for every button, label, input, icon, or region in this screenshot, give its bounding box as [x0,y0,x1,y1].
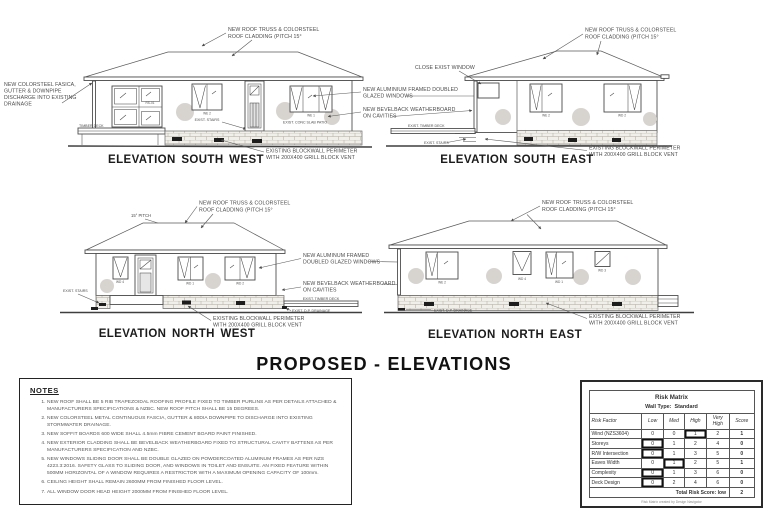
blockwall-note-line2: WITH 200X400 GRILL BLOCK VENT [589,320,678,327]
window-tag: WD 2 [236,281,244,286]
risk-matrix-table [589,390,755,498]
risk-matrix-panel [580,380,763,508]
note-item: 6. CEILING HEIGHT SHALL REMAIN 2600MM FROM FINISHED FLOOR LEVEL. [47,480,341,487]
window-tag: WD 1 [555,280,563,284]
blockwall-nw [163,296,284,309]
exist-dp-drainage-label: EXIST. D.P. DRAINAGE [434,308,473,313]
elevation-north-west [60,201,362,341]
note-item: 5. NEW WINDOWS SLIDING DOOR SHALL BE DOUBLE GLAZED ON POWDERCOATED ALUMINUM FRAMES AS PER NZS 4223.3:2016. SAFETY GLASS TO SLIDING DOOR, AND WINDOWS IN TOILET AND ENSUITE. AN FIXED FEATURE WITHIN 500MM HORIZONTAL OF A WINDOW REQUIRES A RESTRICTOR WITH A MAXIMUM OPENING CAPACITY OF 100mm. [47,457,341,478]
pitch-label: 15° PITCH [131,213,152,218]
note-item: 4. NEW EXTERIOR CLADDING SHALL BE BEVELBACK WEATHERBOARD FIXED TO STRUCTURAL CAVITY BATTENS AS PER MANUFACTURERS SPECIFICATION AND NZBC. [47,441,341,455]
elevation-south-east [386,28,681,167]
notes-heading: NOTES [30,386,59,395]
alum-note-line2: DOUBLED GLAZED WINDOWS [303,259,381,266]
exist-conc-slab-label: EXIST. CONC SLAB PATIO [283,120,327,125]
risk-row-rw-intersection: R/W Intersection 0 1 3 5 0 [589,449,754,459]
exist-stairs-label: EXIST. STAIRS [63,289,88,293]
window-tag: WD 4 [116,280,124,284]
column-header: Low [642,413,663,429]
fascia-note-line1: NEW COLORSTEEL FASICA, [4,82,76,88]
window-tag: WD 1 [186,281,194,286]
exist-timber-deck-label: EXIST. TIMBER DECK [302,297,340,301]
entry-door-sw [245,81,264,131]
window-tag: WD 3 [598,268,606,273]
elevation-north-east [384,200,694,341]
note-item: 1. NEW ROOF SHALL BE 5 RIB TRAPEZOIDAL ROOFING PROFILE FIXED TO TIMBER PURLINS AS PER DETAILS ATTACHED & MANUFACTURERS SPECIFICATIONS & NZBC. NEW ROOF PITCH SHALL BE 15 DEGREES. [47,400,341,414]
notes-list [30,400,341,497]
window-tag: WE 1 [307,113,315,118]
blockwall-note-line2: WITH 200X400 GRILL BLOCK VENT [266,155,355,161]
window-tag: WE 2 [203,111,211,116]
elevation-title-south-west: ELEVATION SOUTH WEST [108,154,264,166]
window-tag: WE 2 [438,280,446,285]
closed-window [478,83,499,98]
roof-note-line1: NEW ROOF TRUSS & COLORSTEEL [585,27,677,34]
blockwall-note-line2: WITH 200X400 GRILL BLOCK VENT [589,152,678,158]
roof-note-line2: ROOF CLADDING (PITCH 15° [228,34,302,40]
blockwall-sw [165,131,362,145]
roof-note-line2: ROOF CLADDING (PITCH 15° [585,34,659,41]
fascia-note-line2: GUTTER & DOWNPIPE [4,88,62,95]
exist-timber-deck-label: EXIST. TIMBER DECK [408,124,445,128]
window-rs01 [112,86,162,127]
column-header: Very High [706,413,729,429]
roof-note-line1: NEW ROOF TRUSS & COLORSTEEL [542,200,634,206]
timber-deck-label: TIMBER DECK [79,124,104,128]
notes-panel [19,378,352,505]
window-tag: WD 2 [618,113,626,118]
column-header: Risk Factor [589,413,642,429]
downpipe-outlet [658,296,678,307]
note-item: 3. NEW SOFFIT BOARDS 600 WIDE SHALL 4.5mm FIBRE CEMENT BOARD PAINT FINISHED. [47,432,341,439]
bevel-note-line2: ON CAVITIES [363,113,397,120]
blockwall-note-line1: EXISTING BLOCKWALL PERIMETER [589,314,681,320]
risk-header-row [589,413,754,429]
note-item: 7. ALL WINDOW DOOR HEAD HEIGHT 2000MM FROM FINISHED FLOOR LEVEL. [47,490,341,497]
fascia-note-line4: DRAINAGE [4,101,32,108]
entry-door-nw [135,255,156,296]
blockwall-note-line1: EXISTING BLOCKWALL PERIMETER [589,145,681,152]
risk-matrix-title: Risk Matrix [589,391,754,403]
timber-deck-nw [284,301,358,307]
risk-matrix-footer: Risk Matrix created by Design Navigator [641,499,702,504]
risk-row-eaves-width: Eaves Width 0 1 2 5 1 [589,458,754,468]
roof-note-line2: ROOF CLADDING (PITCH 15° [542,207,616,213]
exist-stairs-label: EXIST. STAIRS [424,141,449,145]
alum-note-line1: NEW ALUMINIUM FRAMED DOUBLED [363,87,459,93]
risk-row-complexity: Complexity 0 1 3 6 0 [589,468,754,478]
note-item: 2. NEW COLORSTEEL METAL CONTINUOUS FASCIA, GUTTER & 80DIA DOWNPIPE TO DISCHARGE INTO EXISTING STORMWATER DRAINAGE. [47,416,341,430]
column-header: Score [729,413,754,429]
blockwall-note-line1: EXISTING BLOCKWALL PERIMETER [266,148,358,155]
alum-note-line1: NEW ALUMINUM FRAMED [303,253,370,259]
alum-note-line2: GLAZED WINDOWS [363,93,413,100]
blockwall-note-line2: WITH 200X400 GRILL BLOCK VENT [213,322,302,329]
elevation-south-west [4,27,372,166]
close-exist-window-label: CLOSE EXIST WINDOW [415,65,475,71]
timber-deck-sw [78,128,165,145]
risk-row-storeys: Storeys 0 1 2 4 0 [589,439,754,449]
exist-dp-drainage-label: EXIST. D.P. DRAINAGE [292,309,331,313]
risk-row-wind: Wind (NZS3604) 0 0 1 2 1 [589,429,754,439]
column-header: High [685,413,706,429]
window-tag: RS-01 [145,101,155,105]
risk-total-row: Total Risk Score: low 2 [589,488,754,498]
roof-note-line1: NEW ROOF TRUSS & COLORSTEEL [199,200,291,207]
risk-row-deck-design: Deck Design 0 2 4 6 0 [589,478,754,488]
exist-stairs-label: EXIST. STAIRS [194,118,220,122]
roof-note-line1: NEW ROOF TRUSS & COLORSTEEL [228,27,320,33]
blockwall-note-line1: EXISTING BLOCKWALL PERIMETER [213,316,305,322]
window-tag: WD 4 [518,277,526,281]
elevation-title-north-east: ELEVATION NORTH EAST [427,329,583,341]
bevel-note-line2: ON CAVITIES [303,287,337,294]
bevel-note-line1: NEW BEVELBACK WEATHERBOARD [303,281,396,287]
drawing-title: PROPOSED - ELEVATIONS [256,354,512,374]
roof-note-line2: ROOF CLADDING (PITCH 15° [199,207,273,214]
elevation-title-north-west: ELEVATION NORTH WEST [98,328,256,340]
column-header: Med [663,413,684,429]
elevation-title-south-east: ELEVATION SOUTH EAST [440,154,594,166]
blockwall-se [517,131,657,146]
window-tag: WE 2 [542,113,550,118]
risk-wall-type: Wall Type: Standard [589,402,754,413]
bevel-note-line1: NEW BEVELBACK WEATHERBOARD [363,107,456,113]
fascia-note-line3: DISCHARGE INTO EXISTING [4,95,77,101]
